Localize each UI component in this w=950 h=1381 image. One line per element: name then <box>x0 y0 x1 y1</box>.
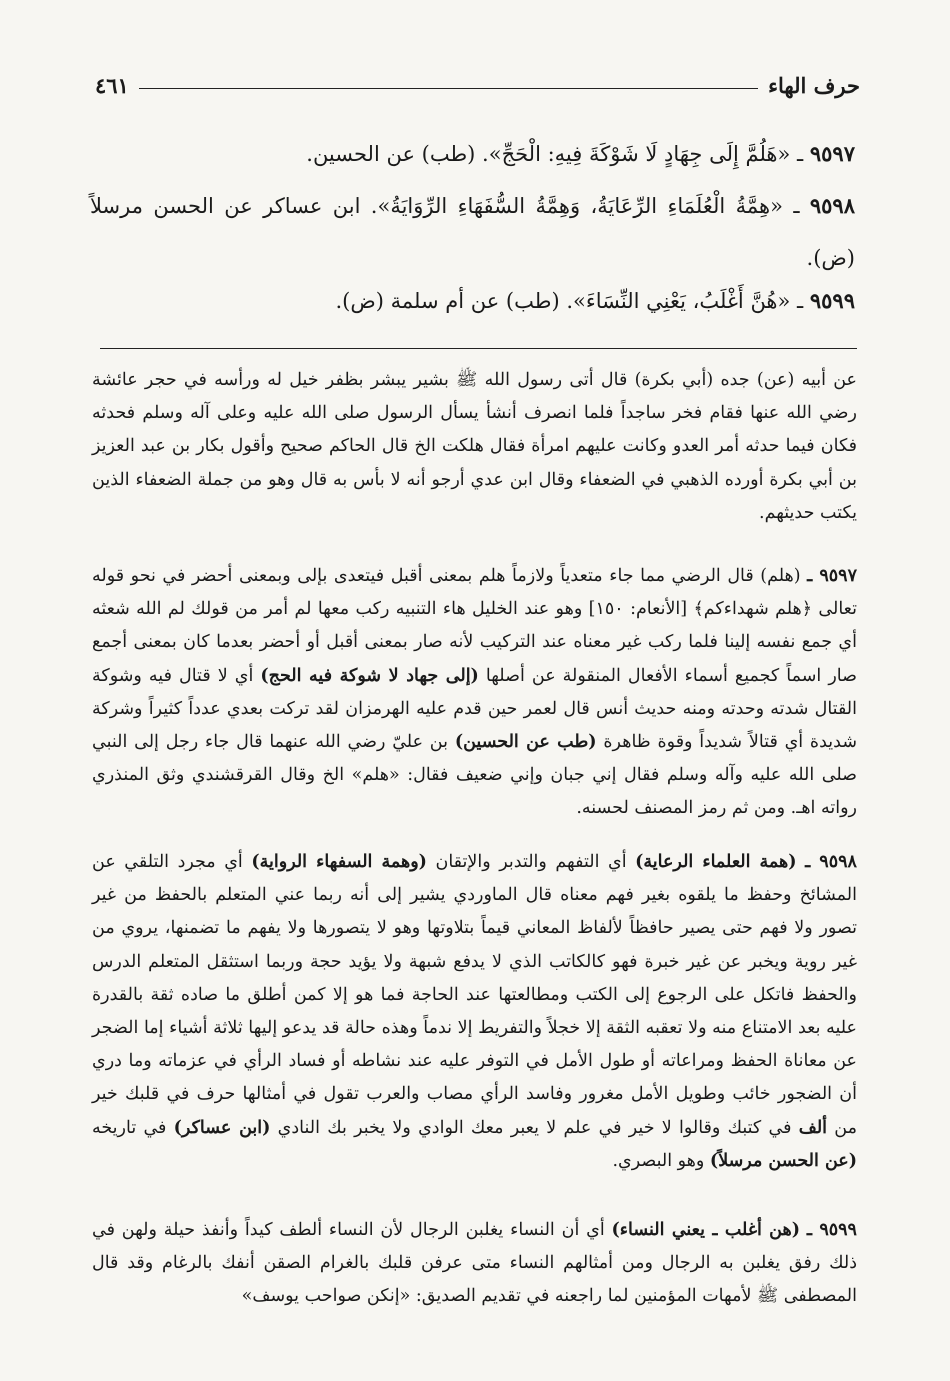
commentary-bold: (هن أغلب ـ يعني النساء) <box>611 1220 801 1240</box>
hadith-number: ٩٥٩٧ <box>809 141 855 166</box>
page-number: ٤٦١ <box>95 72 129 98</box>
commentary-bold: ألف <box>798 1117 828 1138</box>
commentary-number: ٩٥٩٩ ـ <box>806 1220 857 1240</box>
commentary-text: في تاريخه <box>92 1117 167 1138</box>
commentary-bold: (إلى جهاد لا شوكة فيه الحج) <box>260 665 479 686</box>
commentary-text: في كتبك وقالوا لا خير في علم لا يعبر معك الوادي ولا يخبر بك النادي <box>277 1117 792 1138</box>
hadith-9599 <box>90 275 855 327</box>
hadith-9597 <box>90 128 855 180</box>
commentary-text: أي أن النساء يغلبن الرجال لأن النساء ألطف كيداً وأنفذ حيلة ولهن في ذلك رفق يغلبن به الرجال ومن أمثالهم النساء متى عرفن قلبك بالغرام الصقن أنفك بالرغام وقد قال المصطفى ﷺ لأمهات المؤمنين لما راجعنه في تقديم الصديق: «إنكن صواحب يوسف» <box>92 1220 857 1307</box>
footnote-divider <box>100 348 857 349</box>
commentary-text: بن عليّ رضي الله عنهما قال جاء رجل إلى النبي صلى الله عليه وآله وسلم فقال إني جبان وإني ضعيف فقال: «هلم» الخ وقال القرقشندي وثق المنذري رواته اهـ. ومن ثم رمز المصنف لحسنه. <box>92 732 857 819</box>
page-header <box>95 70 860 100</box>
commentary-paragraph <box>92 560 857 826</box>
commentary-bold: (ابن عساكر) <box>173 1117 271 1138</box>
commentary-number: ٩٥٩٨ ـ <box>805 852 857 872</box>
commentary-text: أي لا قتال فيه وشوكة القتال شدته وحدته ومنه حديث أنس قال لعمر حين قدم عليه الهرمزان لقد تركت بعدي عدداً كثيراً وشركة شديدة أي قتالاً شديداً وقوة ظاهرة <box>92 665 858 753</box>
hadith-text: «هِمَّةُ الْعُلَمَاءِ الرِّعَايَةُ، وَهِمَّةُ السُّفَهَاءِ الرِّوَايَةُ». ابن عساكر عن الحسن مرسلاً (ض). <box>90 194 855 270</box>
commentary-bold: (طب عن الحسين) <box>454 732 597 753</box>
commentary-paragraph <box>92 1214 857 1314</box>
commentary-bold: (همة العلماء الرعاية) <box>635 852 797 872</box>
commentary-intro <box>92 364 857 530</box>
hadith-number: ٩٥٩٨ <box>809 193 855 218</box>
commentary-paragraph: عن أبيه (عن) جده (أبي بكرة) قال أتى رسول الله ﷺ بشير يبشر بظفر خيل له ورأسه في حجر عائشة رضي الله عنها فقام فخر ساجداً فلما انصرف أنشأ يسأل الرسول صلى الله عليه وعلى آله وسلم فحدثه فكان فيما حدثه أمر العدو وكانت عليهم امرأة فقال هلكت الخ قال الحاكم صحيح وأقول بكار بن عبد العزيز بن أبي بكرة أورده الذهبي في الضعفاء وقال ابن عدي أرجو أنه لا بأس به قال وهو من جملة الضعفاء الذين يكتب حديثهم. <box>92 370 857 523</box>
header-rule <box>139 88 758 89</box>
commentary-bold: (عن الحسن مرسلاً) <box>709 1150 857 1171</box>
commentary-9599 <box>92 1214 857 1314</box>
hadith-text: «هَلُمَّ إِلَى جِهَادٍ لَا شَوْكَةَ فِيهِ: الْحَجِّ». (طب) عن الحسين. <box>306 142 791 166</box>
commentary-paragraph <box>92 846 857 1178</box>
commentary-9598 <box>92 846 857 1178</box>
hadith-number: ٩٥٩٩ <box>809 288 855 313</box>
commentary-text: أي التفهم والتدبر والإتقان <box>435 852 627 872</box>
hadith-dash: ـ <box>790 289 804 313</box>
chapter-title: حرف الهاء <box>768 72 860 98</box>
commentary-9597 <box>92 560 857 826</box>
hadith-text: «هُنَّ أَغْلَبُ، يَعْنِي النِّسَاءَ». (طب) عن أم سلمة (ض). <box>335 289 791 313</box>
commentary-number: ٩٥٩٧ ـ <box>807 566 857 586</box>
hadith-dash: ـ <box>790 142 804 166</box>
commentary-text: (هلم) قال الرضي مما جاء متعدياً ولازماً هلم بمعنى أقبل فيتعدى بإلى وبمعنى أحضر في نحو قوله تعالى ﴿هلم شهداءكم﴾ [الأنعام: ١٥٠] وهو عند الخليل هاء التنبيه ركب معها لم أمر من قولك لم الله شعثه أي جمع نفسه إلينا فلما ركب غير معناه عند التركيب لأنه صار بمعنى أقبل أو أحضر بعدما كان بمعنى أجمع صار اسماً كجميع أسماء الأفعال المنقولة عن أصلها <box>92 566 857 686</box>
hadith-9598 <box>90 180 855 284</box>
commentary-bold: (وهمة السفهاء الرواية) <box>251 852 427 872</box>
commentary-text: أي مجرد التلقي عن المشائخ وحفظ ما يلقوه بغير فهم معناه قال الماوردي يشير إلى أنه ربما عني المتعلم بالحفظ من غير تصور ولا فهم حتى يصير حافظاً لألفاظ المعاني قيماً بتلاوتها وهو لا يتصورها ولا يفهم ما تضمنها، يروي من غير روية ويخبر عن غير خبرة فهو كالكاتب الذي لا يدفع شبهة ولا يؤيد حجة وربما استثقل المتعلم الدرس والحفظ فاتكل على الرجوع إلى الكتب ومطالعتها عند الحاجة فما هو إلا كمن أطلق ما صاده ثقة بالقدرة عليه بعد الامتناع منه ولا تعقبه الثقة إلا خجلاً والتفريط إلا ندماً وهذه حالة قد يدعو إليها ثلاثة أشياء إما الضجر عن معاناة الحفظ ومراعاته أو طول الأمل في التوفر عليه عند نشاطه أو فساد الرأي في عزماته وما دري أن الضجور خائب وطويل الأمل مغرور وفاسد الرأي مصاب والعرب تقول في أمثالها حرف في قلبك خير من <box>92 852 857 1138</box>
hadith-dash: ـ <box>782 194 800 218</box>
commentary-text: وهو البصري. <box>612 1150 705 1171</box>
